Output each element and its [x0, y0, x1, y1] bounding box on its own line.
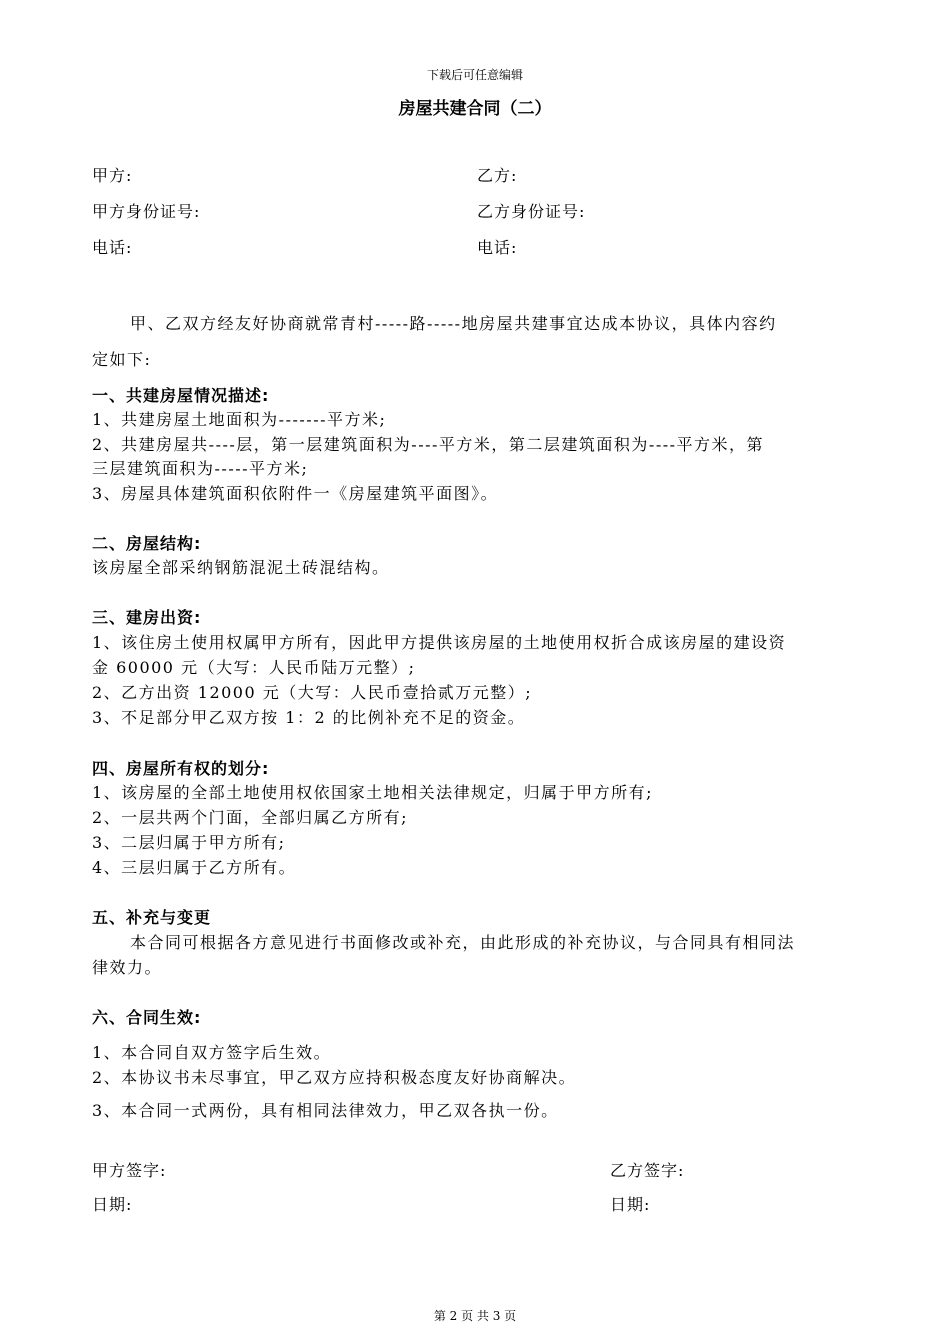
section-4-item-1: 1、该房屋的全部土地使用权依国家土地相关法律规定，归属于甲方所有;: [92, 783, 654, 802]
section-5-heading: 五、补充与变更: [92, 908, 212, 927]
section-4-item-2: 2、一层共两个门面，全部归属乙方所有;: [92, 808, 409, 827]
party-b-id-label: 乙方身份证号:: [477, 202, 586, 221]
section-3-item-3: 3、不足部分甲乙双方按 1：2 的比例补充不足的资金。: [92, 708, 526, 727]
phone-b-label: 电话:: [477, 238, 518, 257]
section-6-item-3: 3、本合同一式两份，具有相同法律效力，甲乙双各执一份。: [92, 1101, 559, 1120]
section-3-heading: 三、建房出资:: [92, 608, 202, 627]
party-a-signature-label: 甲方签字:: [92, 1161, 167, 1180]
intro-line-1: 甲、乙双方经友好协商就常青村-----路-----地房屋共建事宜达成本协议，具体内容约: [130, 314, 777, 333]
party-a-id-label: 甲方身份证号:: [92, 202, 201, 221]
document-title: 房屋共建合同（二）: [398, 99, 552, 119]
section-6-heading: 六、合同生效:: [92, 1008, 202, 1027]
phone-a-label: 电话:: [92, 238, 133, 257]
header-note: 下载后可任意编辑: [426, 68, 523, 82]
party-a-label: 甲方:: [92, 166, 133, 185]
party-b-signature-label: 乙方签字:: [610, 1161, 685, 1180]
section-5-text-line-1: 本合同可根据各方意见进行书面修改或补充，由此形成的补充协议，与合同具有相同法: [130, 933, 796, 952]
section-2-heading: 二、房屋结构:: [92, 534, 202, 553]
party-b-date-label: 日期:: [610, 1195, 651, 1214]
section-3-item-1-line-1: 1、该住房土使用权属甲方所有，因此甲方提供该房屋的土地使用权折合成该房屋的建设资: [92, 633, 787, 652]
section-5-text-line-2: 律效力。: [92, 958, 163, 977]
party-b-label: 乙方:: [477, 166, 518, 185]
section-1-item-1: 1、共建房屋土地面积为-------平方米;: [92, 410, 387, 429]
section-6-item-2: 2、本协议书未尽事宜，甲乙双方应持积极态度友好协商解决。: [92, 1068, 577, 1087]
intro-line-2: 定如下:: [92, 350, 152, 369]
section-1-item-2-line-2: 三层建筑面积为-----平方米;: [92, 459, 309, 478]
section-3-item-2: 2、乙方出资 12000 元（大写：人民币壹拾贰万元整）;: [92, 683, 533, 702]
section-4-item-3: 3、二层归属于甲方所有;: [92, 833, 286, 852]
section-2-text: 该房屋全部采纳钢筋混泥土砖混结构。: [92, 558, 390, 577]
section-1-heading: 一、共建房屋情况描述:: [92, 386, 270, 405]
section-1-item-3: 3、房屋具体建筑面积依附件一《房屋建筑平面图》。: [92, 484, 499, 503]
section-3-item-1-line-2: 金 60000 元（大写：人民币陆万元整）;: [92, 658, 416, 677]
party-a-date-label: 日期:: [92, 1195, 133, 1214]
section-6-item-1: 1、本合同自双方签字后生效。: [92, 1043, 332, 1062]
section-1-item-2-line-1: 2、共建房屋共----层，第一层建筑面积为----平方米，第二层建筑面积为----平方米，第: [92, 435, 765, 454]
page-number-footer: 第 2 页 共 3 页: [433, 1309, 517, 1323]
section-4-heading: 四、房屋所有权的划分:: [92, 759, 270, 778]
section-4-item-4: 4、三层归属于乙方所有。: [92, 858, 297, 877]
